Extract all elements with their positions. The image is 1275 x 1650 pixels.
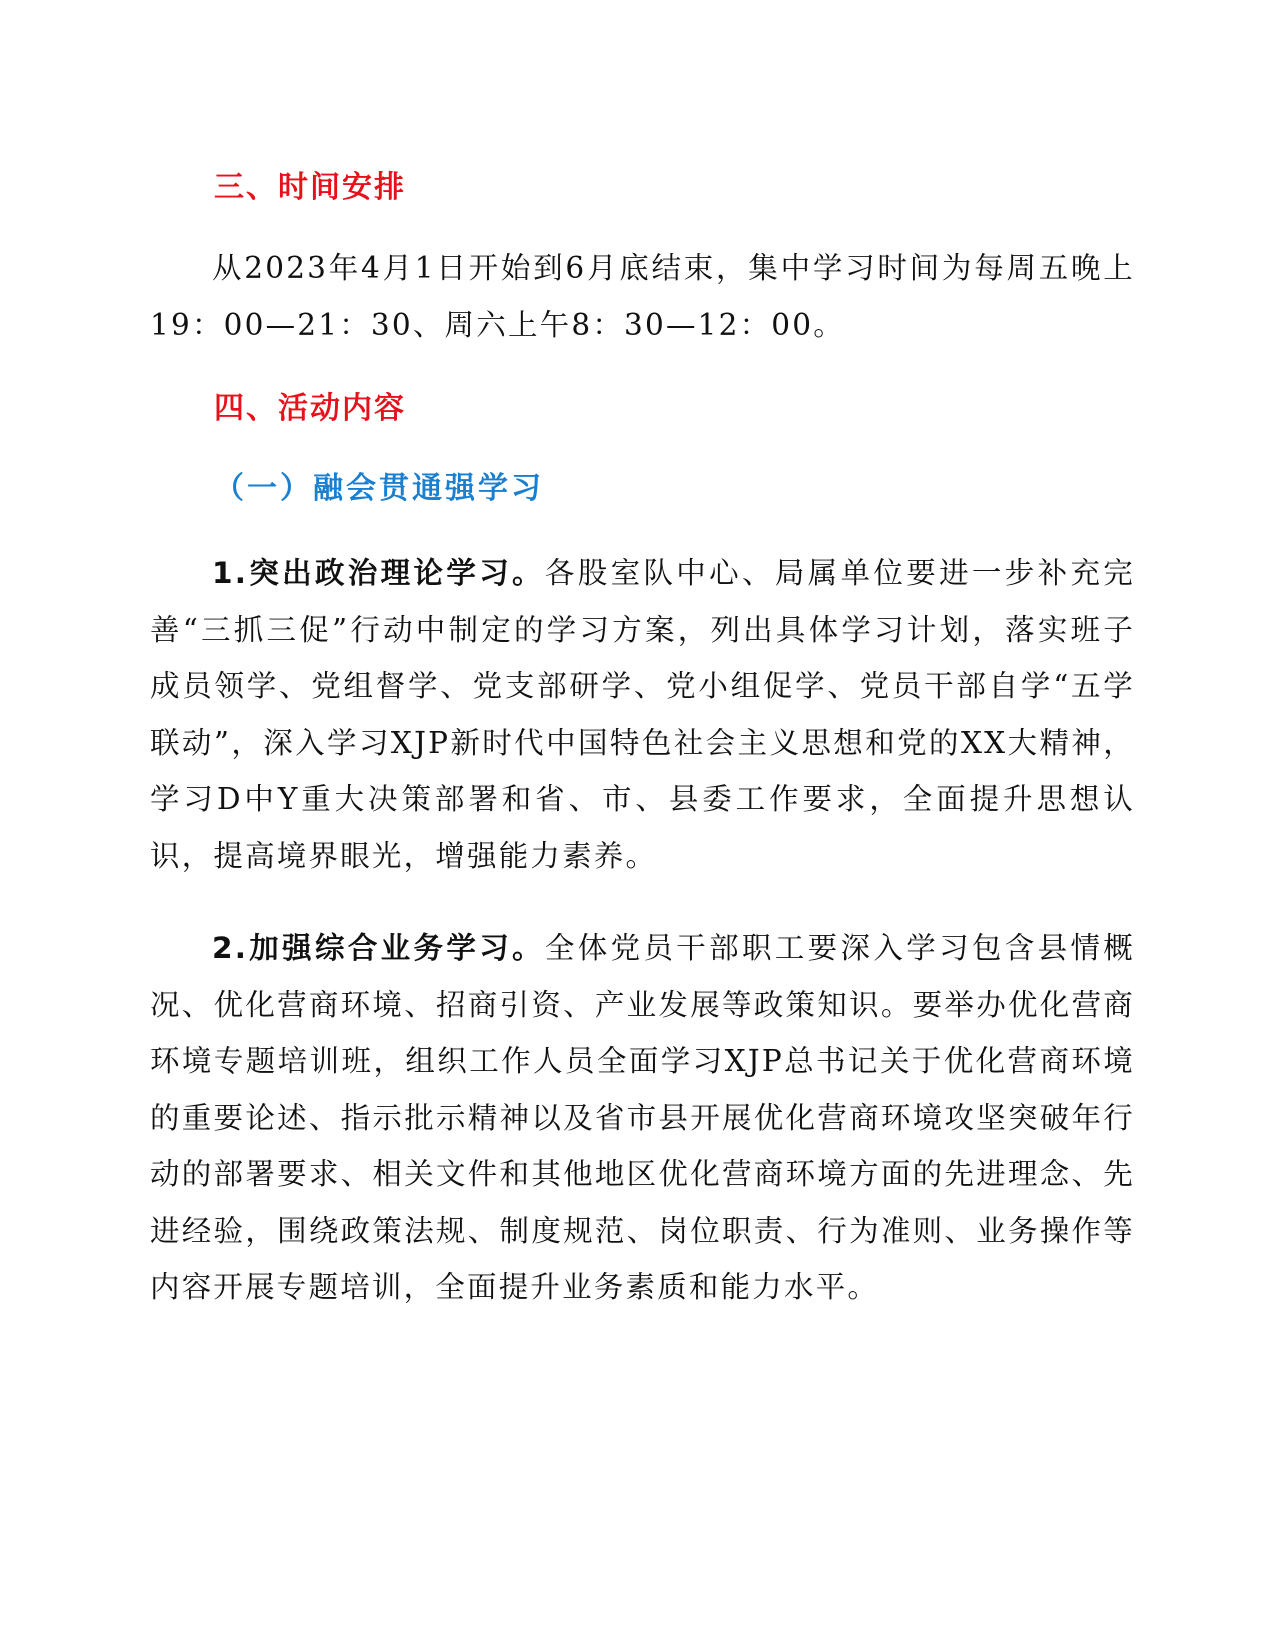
section-heading-time-arrangement: 三、时间安排 <box>214 170 406 205</box>
item-business-study-paragraph <box>150 920 1135 1316</box>
item-business-study-title: 2.加强综合业务学习。 <box>212 931 545 965</box>
item-political-theory-paragraph <box>150 545 1135 884</box>
item-political-theory-body: 各股室队中心、局属单位要进一步补充完善“三抓三促”行动中制定的学习方案，列出具体学习计划，落实班子成员领学、党组督学、党支部研学、党小组促学、党员干部自学“五学联动”，深入学习XJP新时代中国特色社会主义思想和党的XX大精神，学习D中Y重大决策部署和省、市、县委工作要求，全面提升思想认识，提高境界眼光，增强能力素养。 <box>150 556 1135 873</box>
item-political-theory-title: 1.突出政治理论学习。 <box>212 556 545 590</box>
item-business-study-body: 全体党员干部职工要深入学习包含县情概况、优化营商环境、招商引资、产业发展等政策知识。要举办优化营商环境专题培训班，组织工作人员全面学习XJP总书记关于优化营商环境的重要论述、指示批示精神以及省市县开展优化营商环境攻坚突破年行动的部署要求、相关文件和其他地区优化营商环境方面的先进理念、先进经验，围绕政策法规、制度规范、岗位职责、行为准则、业务操作等内容开展专题培训，全面提升业务素质和能力水平。 <box>150 931 1135 1304</box>
time-arrangement-paragraph: 从2023年4月1日开始到6月底结束，集中学习时间为每周五晚上19：00—21：30、周六上午8：30—12：00。 <box>150 251 1135 342</box>
section-heading-activity-content: 四、活动内容 <box>214 391 406 426</box>
document-content <box>150 160 1135 1316</box>
subsection-heading-study: （一）融会贯通强学习 <box>214 471 544 506</box>
